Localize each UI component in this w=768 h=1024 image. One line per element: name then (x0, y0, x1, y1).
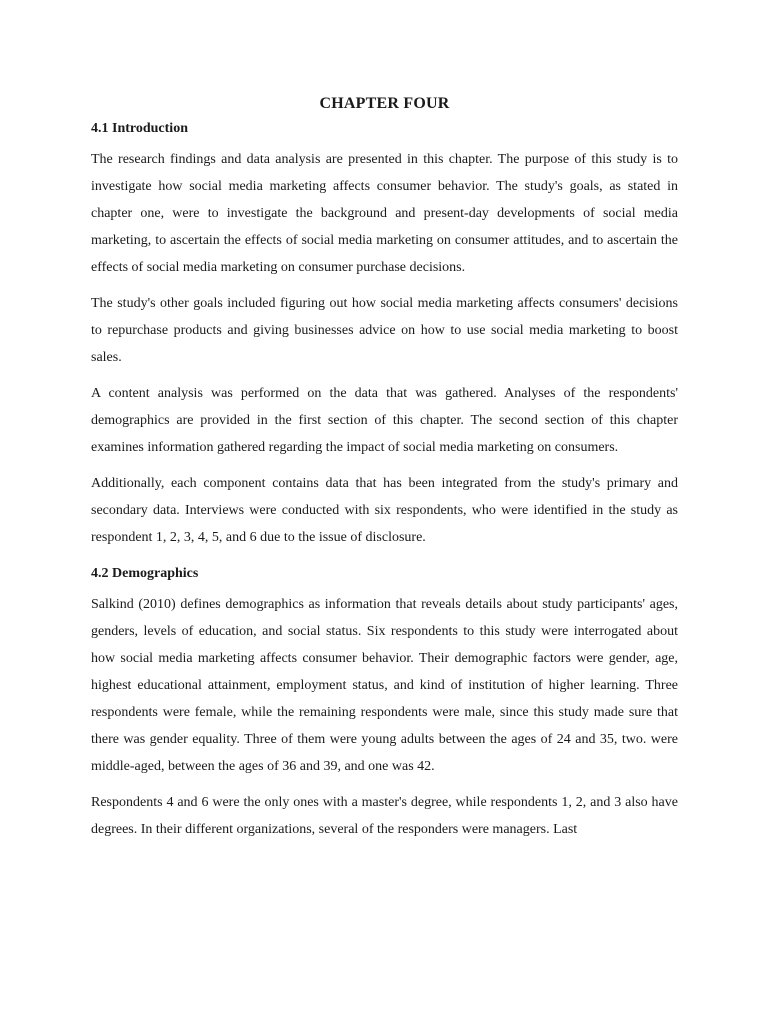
paragraph: Respondents 4 and 6 were the only ones with a master's degree, while respondents 1, 2, and 3 also have degrees. In their different organizations, several of the responders were managers. Last (91, 795, 678, 837)
section-heading-demographics: 4.2 Demographics (91, 566, 199, 581)
section-heading-introduction: 4.1 Introduction (91, 121, 188, 136)
paragraph: Additionally, each component contains data that has been integrated from the study's primary and secondary data. Interviews were conducted with six respondents, who were identified in the study as respondent 1, 2, 3, 4, 5, and 6 due to the issue of disclosure. (91, 476, 678, 545)
paragraph: The study's other goals included figuring out how social media marketing affects consumers' decisions to repurchase products and giving businesses advice on how to use social media marketing to boost sales. (91, 296, 678, 365)
document-body (91, 92, 678, 843)
paragraph: Salkind (2010) defines demographics as information that reveals details about study participants' ages, genders, levels of education, and social status. Six respondents to this study were interrogated about how social media marketing affects consumer behavior. Their demographic factors were gender, age, highest educational attainment, employment status, and kind of institution of higher learning. Three respondents were female, while the remaining respondents were male, since this study made sure that there was gender equality. Three of them were young adults between the ages of 24 and 35, two. were middle-aged, between the ages of 36 and 39, and one was 42. (91, 597, 678, 774)
chapter-title: CHAPTER FOUR (319, 95, 450, 112)
paragraph: A content analysis was performed on the data that was gathered. Analyses of the respondents' demographics are provided in the first section of this chapter. The second section of this chapter examines information gathered regarding the impact of social media marketing on consumers. (91, 386, 678, 455)
paragraph: The research findings and data analysis are presented in this chapter. The purpose of this study is to investigate how social media marketing affects consumer behavior. The study's goals, as stated in chapter one, were to investigate the background and present-day developments of social media marketing, to ascertain the effects of social media marketing on consumer attitudes, and to ascertain the effects of social media marketing on consumer purchase decisions. (91, 152, 678, 275)
